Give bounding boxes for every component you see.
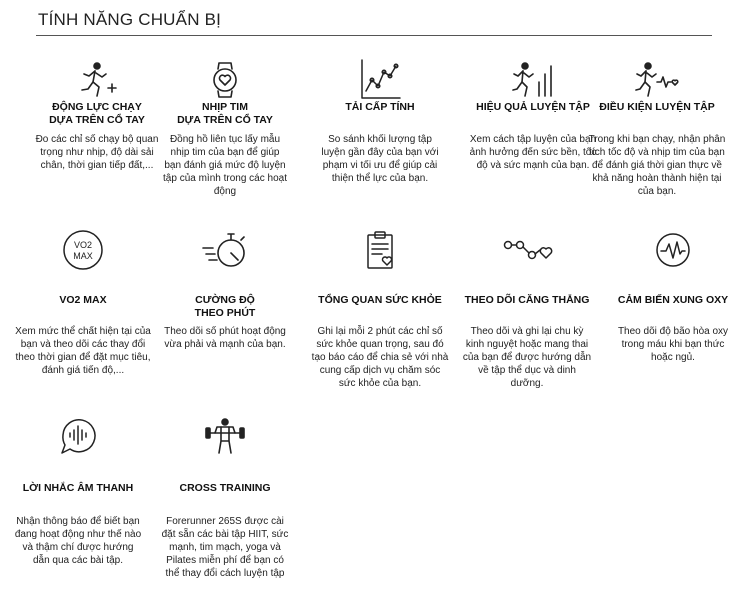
- feature-title: VO2 MAX: [59, 294, 107, 306]
- feature-title: CƯỜNG ĐỘ THEO PHÚT: [194, 294, 256, 319]
- feature-title: ĐIỀU KIỆN LUYỆN TẬP: [599, 101, 715, 113]
- voice-wave-icon: [56, 413, 100, 457]
- feature-title: CROSS TRAINING: [179, 482, 271, 494]
- feature-title: THEO DÕI CĂNG THẲNG: [464, 294, 590, 306]
- clipboard-heart-icon: [358, 228, 402, 272]
- feature-description: Ghi lại mỗi 2 phút các chỉ số sức khỏe quan trọng, sau đó tạo báo cáo để chia sẻ với nhà cung cấp dịch vụ chăm sóc sức khỏe của bạn.: [311, 326, 449, 389]
- vo2max-icon: [61, 228, 105, 272]
- stress-chain-icon: [501, 228, 553, 272]
- feature-title: ĐỘNG LỰC CHẠY DỰA TRÊN CỔ TAY: [49, 101, 145, 126]
- feature-description: Theo dõi số phút hoạt động vừa phải và mạnh của bạn.: [164, 326, 286, 350]
- feature-description: Xem cách tập luyện của bạn ảnh hưởng đến sức bền, tốc độ và sức mạnh của bạn.: [469, 134, 597, 171]
- runner-bars-icon: [511, 58, 555, 102]
- feature-description: Theo dõi độ bão hòa oxy trong máu khi bạn thức hoặc ngủ.: [617, 326, 729, 363]
- feature-title: TẢI CẤP TÍNH: [345, 101, 415, 113]
- feature-description: Trong khi bạn chạy, nhận phân tích tốc độ và nhịp tim của bạn để đánh giá thời gian thực về khả năng hoàn thành hiện tại của bạn.: [588, 134, 726, 197]
- runner-heartbeat-icon: [635, 58, 679, 102]
- feature-description: Forerunner 265S được cài đặt sẵn các bài tập HIIT, sức mạnh, tim mạch, yoga và Pilates miễn phí để bạn có thể thay đổi cách luyện tập: [161, 516, 289, 579]
- feature-description: Theo dõi và ghi lại chu kỳ kinh nguyệt hoặc mang thai của bạn để được hướng dẫn về tập thể dục và dinh dưỡng.: [462, 326, 592, 389]
- watch-heart-icon: [203, 58, 247, 102]
- page-title: TÍNH NĂNG CHUẨN BỊ: [38, 10, 222, 29]
- line-chart-icon: [358, 58, 402, 102]
- svg-text:VO2: VO2: [73, 240, 93, 250]
- feature-description: Xem mức thể chất hiện tại của bạn và theo dõi các thay đổi theo thời gian để đặt mục tiêu, đánh giá tiến độ,...: [15, 326, 151, 376]
- feature-title: TỔNG QUAN SỨC KHỎE: [318, 294, 442, 306]
- feature-title: CẢM BIẾN XUNG OXY: [617, 294, 729, 306]
- svg-text:MAX: MAX: [73, 251, 93, 261]
- feature-description: Đồng hồ liên tục lấy mẫu nhịp tim của bạn để giúp bạn đánh giá mức độ luyện tập của mình trong các hoạt động: [163, 134, 287, 197]
- title-divider: [36, 35, 712, 36]
- feature-title: HIỆU QUẢ LUYỆN TẬP: [476, 101, 590, 113]
- weightlifter-icon: [203, 413, 247, 457]
- feature-description: Đo các chỉ số chạy bộ quan trọng như nhịp, độ dài sải chân, thời gian tiếp đất,...: [35, 134, 159, 171]
- stopwatch-icon: [199, 228, 251, 272]
- feature-title: NHỊP TIM DỰA TRÊN CỔ TAY: [177, 101, 273, 126]
- runner-plus-icon: [75, 58, 119, 102]
- pulse-ox-icon: [651, 228, 695, 272]
- feature-title: LỜI NHẮC ÂM THANH: [22, 482, 134, 494]
- feature-description: So sánh khối lượng tập luyện gần đây của bạn với phạm vi tối ưu để giúp cải thiện thể lực của bạn.: [321, 134, 439, 184]
- feature-description: Nhận thông báo để biết bạn đang hoạt động như thế nào và thậm chí được hướng dẫn qua các bài tập.: [14, 516, 142, 566]
